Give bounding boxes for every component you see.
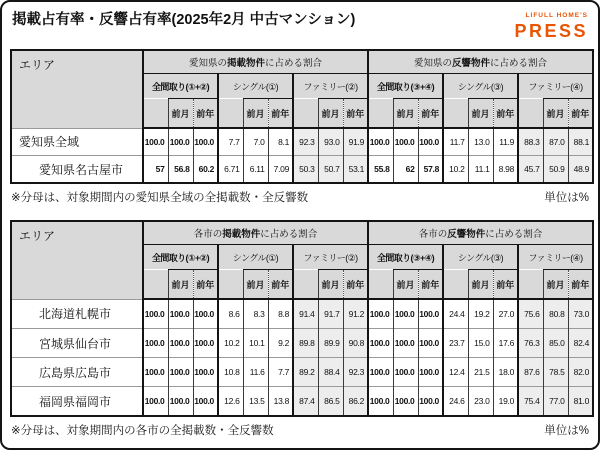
prev-month-header: 前月 — [543, 99, 568, 129]
value-cell: 100.0 — [168, 358, 193, 387]
value-cell: 8.98 — [493, 156, 518, 184]
current-month-header-blank — [518, 270, 543, 300]
value-cell: 76.3 — [518, 329, 543, 358]
value-cell: 85.0 — [543, 329, 568, 358]
value-cell: 11.9 — [493, 128, 518, 156]
value-cell: 56.8 — [168, 156, 193, 184]
value-cell: 82.0 — [568, 358, 593, 387]
current-month-header-blank — [218, 99, 243, 129]
value-cell: 88.3 — [518, 128, 543, 156]
aichi-share-table — [10, 49, 594, 184]
group-header: ファミリー(②) — [293, 74, 368, 99]
value-cell: 19.2 — [468, 299, 493, 329]
group-header: 全間取り(③+④) — [368, 245, 443, 270]
current-month-header-blank — [368, 99, 393, 129]
row-label: 宮城県仙台市 — [11, 329, 143, 358]
prev-year-header: 前年 — [343, 99, 368, 129]
unit-note: 単位は% — [544, 192, 589, 204]
area-column-header: エリア — [11, 221, 143, 299]
cities-share-table — [10, 220, 594, 417]
value-cell: 87.0 — [543, 128, 568, 156]
value-cell: 9.2 — [268, 329, 293, 358]
value-cell: 100.0 — [368, 329, 393, 358]
value-cell: 57 — [143, 156, 168, 184]
value-cell: 100.0 — [143, 128, 168, 156]
value-cell: 6.71 — [218, 156, 243, 184]
value-cell: 100.0 — [193, 329, 218, 358]
table-row — [11, 156, 593, 184]
prev-month-header: 前月 — [393, 270, 418, 300]
value-cell: 100.0 — [393, 387, 418, 417]
value-cell: 12.6 — [218, 387, 243, 417]
value-cell: 100.0 — [368, 299, 393, 329]
value-cell: 50.7 — [318, 156, 343, 184]
value-cell: 23.7 — [443, 329, 468, 358]
value-cell: 91.9 — [343, 128, 368, 156]
value-cell: 100.0 — [393, 329, 418, 358]
value-cell: 81.0 — [568, 387, 593, 417]
value-cell: 23.0 — [468, 387, 493, 417]
value-cell: 15.0 — [468, 329, 493, 358]
value-cell: 100.0 — [418, 128, 443, 156]
section-header-prefix: 愛知県の — [413, 58, 452, 69]
value-cell: 73.0 — [568, 299, 593, 329]
value-cell: 100.0 — [368, 358, 393, 387]
value-cell: 8.8 — [268, 299, 293, 329]
value-cell: 100.0 — [418, 299, 443, 329]
section-header-suffix: に占める割合 — [490, 58, 548, 69]
logo-press-text: PRESS — [514, 20, 588, 41]
value-cell: 91.4 — [293, 299, 318, 329]
value-cell: 100.0 — [393, 128, 418, 156]
current-month-header-blank — [368, 270, 393, 300]
value-cell: 57.8 — [418, 156, 443, 184]
value-cell: 11.6 — [243, 358, 268, 387]
table-block — [10, 49, 590, 205]
value-cell: 100.0 — [168, 128, 193, 156]
denominator-note: ※分母は、対象期間内の各市の全掲載数・全反響数 — [11, 425, 274, 437]
value-cell: 45.7 — [518, 156, 543, 184]
value-cell: 12.4 — [443, 358, 468, 387]
value-cell: 78.5 — [543, 358, 568, 387]
value-cell: 6.11 — [243, 156, 268, 184]
value-cell: 100.0 — [143, 329, 168, 358]
prev-year-header: 前年 — [418, 99, 443, 129]
value-cell: 50.3 — [293, 156, 318, 184]
response-share-section-header — [368, 50, 593, 74]
value-cell: 100.0 — [143, 387, 168, 417]
listing-share-section-header — [143, 50, 368, 74]
prev-month-header: 前月 — [318, 99, 343, 129]
row-label: 福岡県福岡市 — [11, 387, 143, 417]
value-cell: 13.5 — [243, 387, 268, 417]
current-month-header-blank — [443, 99, 468, 129]
value-cell: 82.4 — [568, 329, 593, 358]
group-header: ファミリー(④) — [518, 74, 593, 99]
value-cell: 88.1 — [568, 128, 593, 156]
top-bar — [12, 11, 590, 43]
group-header: 全間取り(①+②) — [143, 74, 218, 99]
value-cell: 53.1 — [343, 156, 368, 184]
row-label: 愛知県名古屋市 — [11, 156, 143, 184]
value-cell: 100.0 — [193, 387, 218, 417]
value-cell: 7.0 — [243, 128, 268, 156]
value-cell: 87.4 — [293, 387, 318, 417]
value-cell: 100.0 — [193, 128, 218, 156]
prev-month-header: 前月 — [468, 99, 493, 129]
prev-month-header: 前月 — [393, 99, 418, 129]
section-header-prefix: 愛知県の — [188, 58, 227, 69]
value-cell: 80.8 — [543, 299, 568, 329]
current-month-header-blank — [143, 270, 168, 300]
value-cell: 10.2 — [218, 329, 243, 358]
logo-lifull-homes-text: LIFULL HOME'S — [525, 12, 588, 19]
prev-month-header: 前月 — [543, 270, 568, 300]
value-cell: 50.9 — [543, 156, 568, 184]
value-cell: 7.7 — [218, 128, 243, 156]
prev-month-header: 前月 — [168, 270, 193, 300]
value-cell: 8.1 — [268, 128, 293, 156]
section-header-prefix: 各市の — [418, 229, 448, 240]
value-cell: 100.0 — [368, 387, 393, 417]
group-header: 全間取り(①+②) — [143, 245, 218, 270]
value-cell: 55.8 — [368, 156, 393, 184]
table-row — [11, 299, 593, 329]
value-cell: 100.0 — [193, 299, 218, 329]
value-cell: 24.4 — [443, 299, 468, 329]
prev-month-header: 前月 — [243, 99, 268, 129]
value-cell: 8.3 — [243, 299, 268, 329]
value-cell: 48.9 — [568, 156, 593, 184]
prev-year-header: 前年 — [193, 99, 218, 129]
value-cell: 91.2 — [343, 299, 368, 329]
value-cell: 62 — [393, 156, 418, 184]
prev-year-header: 前年 — [493, 99, 518, 129]
prev-year-header: 前年 — [568, 99, 593, 129]
value-cell: 100.0 — [168, 299, 193, 329]
value-cell: 8.6 — [218, 299, 243, 329]
value-cell: 19.0 — [493, 387, 518, 417]
row-label: 愛知県全域 — [11, 128, 143, 156]
value-cell: 100.0 — [168, 329, 193, 358]
value-cell: 10.2 — [443, 156, 468, 184]
section-header-bold: 掲載物件 — [222, 229, 261, 240]
response-share-section-header — [368, 221, 593, 245]
value-cell: 88.4 — [318, 358, 343, 387]
value-cell: 11.7 — [443, 128, 468, 156]
value-cell: 90.8 — [343, 329, 368, 358]
value-cell: 89.8 — [293, 329, 318, 358]
value-cell: 86.5 — [318, 387, 343, 417]
value-cell: 75.4 — [518, 387, 543, 417]
prev-year-header: 前年 — [268, 270, 293, 300]
value-cell: 10.8 — [218, 358, 243, 387]
table-row — [11, 358, 593, 387]
value-cell: 100.0 — [418, 329, 443, 358]
value-cell: 10.1 — [243, 329, 268, 358]
value-cell: 89.9 — [318, 329, 343, 358]
value-cell: 100.0 — [193, 358, 218, 387]
prev-year-header: 前年 — [343, 270, 368, 300]
value-cell: 87.6 — [518, 358, 543, 387]
section-header-suffix: に占める割合 — [260, 229, 318, 240]
value-cell: 7.09 — [268, 156, 293, 184]
unit-note: 単位は% — [544, 425, 589, 437]
section-header-suffix: に占める割合 — [265, 58, 323, 69]
section-header-bold: 掲載物件 — [226, 58, 265, 69]
prev-month-header: 前月 — [168, 99, 193, 129]
current-month-header-blank — [518, 99, 543, 129]
value-cell: 100.0 — [418, 358, 443, 387]
section-header-prefix: 各市の — [193, 229, 223, 240]
group-header: シングル(①) — [218, 74, 293, 99]
section-header-bold: 反響物件 — [451, 58, 490, 69]
value-cell: 17.6 — [493, 329, 518, 358]
value-cell: 92.3 — [343, 358, 368, 387]
prev-month-header: 前月 — [243, 270, 268, 300]
tables-container — [10, 49, 590, 438]
value-cell: 60.2 — [193, 156, 218, 184]
value-cell: 100.0 — [418, 387, 443, 417]
prev-year-header: 前年 — [493, 270, 518, 300]
group-header: シングル(①) — [218, 245, 293, 270]
value-cell: 91.7 — [318, 299, 343, 329]
value-cell: 100.0 — [168, 387, 193, 417]
section-header-suffix: に占める割合 — [485, 229, 543, 240]
row-label: 広島県広島市 — [11, 358, 143, 387]
section-header-bold: 反響物件 — [447, 229, 486, 240]
value-cell: 100.0 — [393, 299, 418, 329]
value-cell: 100.0 — [143, 358, 168, 387]
value-cell: 27.0 — [493, 299, 518, 329]
group-header: ファミリー(④) — [518, 245, 593, 270]
page-title: 掲載占有率・反響占有率(2025年2月 中古マンション) — [12, 12, 356, 28]
value-cell: 24.6 — [443, 387, 468, 417]
table-row — [11, 387, 593, 417]
prev-year-header: 前年 — [268, 99, 293, 129]
group-header: ファミリー(②) — [293, 245, 368, 270]
prev-year-header: 前年 — [193, 270, 218, 300]
value-cell: 86.2 — [343, 387, 368, 417]
value-cell: 18.0 — [493, 358, 518, 387]
current-month-header-blank — [293, 270, 318, 300]
note-row — [11, 422, 589, 438]
value-cell: 13.0 — [468, 128, 493, 156]
value-cell: 92.3 — [293, 128, 318, 156]
value-cell: 93.0 — [318, 128, 343, 156]
prev-year-header: 前年 — [418, 270, 443, 300]
lifull-homes-press-logo — [514, 13, 588, 40]
prev-month-header: 前月 — [468, 270, 493, 300]
value-cell: 13.8 — [268, 387, 293, 417]
note-row — [11, 189, 589, 205]
value-cell: 77.0 — [543, 387, 568, 417]
value-cell: 11.1 — [468, 156, 493, 184]
current-month-header-blank — [218, 270, 243, 300]
prev-month-header: 前月 — [318, 270, 343, 300]
current-month-header-blank — [143, 99, 168, 129]
value-cell: 100.0 — [143, 299, 168, 329]
value-cell: 89.2 — [293, 358, 318, 387]
group-header: シングル(③) — [443, 245, 518, 270]
value-cell: 7.7 — [268, 358, 293, 387]
table-row — [11, 128, 593, 156]
current-month-header-blank — [293, 99, 318, 129]
group-header: シングル(③) — [443, 74, 518, 99]
listing-share-section-header — [143, 221, 368, 245]
value-cell: 75.6 — [518, 299, 543, 329]
value-cell: 21.5 — [468, 358, 493, 387]
value-cell: 100.0 — [368, 128, 393, 156]
table-block — [10, 220, 590, 438]
current-month-header-blank — [443, 270, 468, 300]
denominator-note: ※分母は、対象期間内の愛知県全域の全掲載数・全反響数 — [11, 192, 309, 204]
prev-year-header: 前年 — [568, 270, 593, 300]
group-header: 全間取り(③+④) — [368, 74, 443, 99]
value-cell: 100.0 — [393, 358, 418, 387]
area-column-header: エリア — [11, 50, 143, 128]
table-row — [11, 329, 593, 358]
row-label: 北海道札幌市 — [11, 299, 143, 329]
